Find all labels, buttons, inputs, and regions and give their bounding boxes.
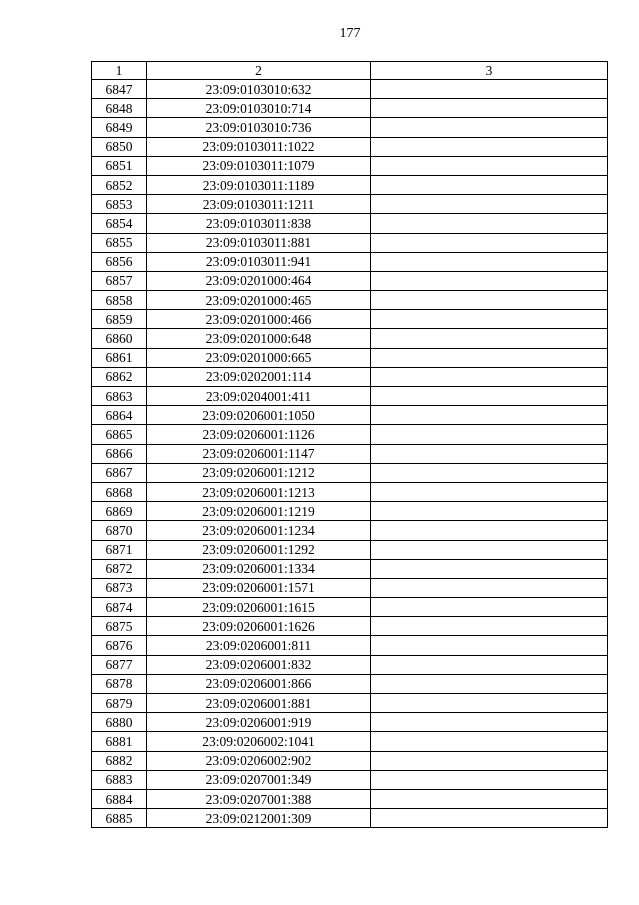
- table-row: [92, 540, 608, 559]
- note-cell: [371, 617, 608, 636]
- cadastral-table: [91, 61, 608, 828]
- note-cell: [371, 732, 608, 751]
- row-number-cell: 6853: [92, 195, 147, 214]
- column-header-3: 3: [371, 62, 608, 80]
- note-cell: [371, 387, 608, 406]
- row-number-cell: 6862: [92, 367, 147, 386]
- row-number-cell: 6852: [92, 175, 147, 194]
- note-cell: [371, 540, 608, 559]
- table-row: [92, 252, 608, 271]
- row-number-cell: 6856: [92, 252, 147, 271]
- table-row: [92, 137, 608, 156]
- table-row: [92, 348, 608, 367]
- note-cell: [371, 195, 608, 214]
- row-number-cell: 6867: [92, 463, 147, 482]
- header-row: [92, 62, 608, 80]
- note-cell: [371, 214, 608, 233]
- note-cell: [371, 655, 608, 674]
- table-row: [92, 809, 608, 828]
- row-number-cell: 6847: [92, 80, 147, 99]
- cadastral-number-cell: 23:09:0201000:466: [147, 310, 371, 329]
- cadastral-number-cell: 23:09:0206001:1571: [147, 578, 371, 597]
- table-row: [92, 425, 608, 444]
- cadastral-number-cell: 23:09:0206001:832: [147, 655, 371, 674]
- note-cell: [371, 137, 608, 156]
- table-body: [92, 80, 608, 828]
- note-cell: [371, 348, 608, 367]
- table-row: [92, 636, 608, 655]
- note-cell: [371, 521, 608, 540]
- cadastral-number-cell: 23:09:0206001:1334: [147, 559, 371, 578]
- cadastral-number-cell: 23:09:0206001:1234: [147, 521, 371, 540]
- note-cell: [371, 406, 608, 425]
- note-cell: [371, 252, 608, 271]
- row-number-cell: 6877: [92, 655, 147, 674]
- note-cell: [371, 156, 608, 175]
- table-row: [92, 271, 608, 290]
- table-row: [92, 732, 608, 751]
- note-cell: [371, 770, 608, 789]
- table-row: [92, 310, 608, 329]
- note-cell: [371, 598, 608, 617]
- cadastral-number-cell: 23:09:0103011:1022: [147, 137, 371, 156]
- row-number-cell: 6849: [92, 118, 147, 137]
- row-number-cell: 6864: [92, 406, 147, 425]
- row-number-cell: 6872: [92, 559, 147, 578]
- note-cell: [371, 367, 608, 386]
- cadastral-number-cell: 23:09:0103011:941: [147, 252, 371, 271]
- cadastral-number-cell: 23:09:0206002:1041: [147, 732, 371, 751]
- cadastral-number-cell: 23:09:0103010:632: [147, 80, 371, 99]
- cadastral-number-cell: 23:09:0206001:881: [147, 694, 371, 713]
- table-row: [92, 329, 608, 348]
- row-number-cell: 6874: [92, 598, 147, 617]
- page-number: 177: [339, 26, 361, 41]
- cadastral-number-cell: 23:09:0212001:309: [147, 809, 371, 828]
- row-number-cell: 6860: [92, 329, 147, 348]
- cadastral-number-cell: 23:09:0206001:919: [147, 713, 371, 732]
- row-number-cell: 6854: [92, 214, 147, 233]
- cadastral-number-cell: 23:09:0103010:736: [147, 118, 371, 137]
- cadastral-number-cell: 23:09:0201000:665: [147, 348, 371, 367]
- row-number-cell: 6865: [92, 425, 147, 444]
- row-number-cell: 6861: [92, 348, 147, 367]
- cadastral-number-cell: 23:09:0103011:1079: [147, 156, 371, 175]
- row-number-cell: 6882: [92, 751, 147, 770]
- note-cell: [371, 425, 608, 444]
- row-number-cell: 6859: [92, 310, 147, 329]
- table-row: [92, 559, 608, 578]
- cadastral-number-cell: 23:09:0207001:388: [147, 789, 371, 808]
- cadastral-number-cell: 23:09:0206001:811: [147, 636, 371, 655]
- row-number-cell: 6863: [92, 387, 147, 406]
- note-cell: [371, 444, 608, 463]
- row-number-cell: 6851: [92, 156, 147, 175]
- row-number-cell: 6879: [92, 694, 147, 713]
- cadastral-number-cell: 23:09:0206001:1126: [147, 425, 371, 444]
- table-row: [92, 195, 608, 214]
- note-cell: [371, 175, 608, 194]
- row-number-cell: 6876: [92, 636, 147, 655]
- note-cell: [371, 636, 608, 655]
- note-cell: [371, 482, 608, 501]
- table-row: [92, 156, 608, 175]
- column-header-2: 2: [147, 62, 371, 80]
- cadastral-number-cell: 23:09:0204001:411: [147, 387, 371, 406]
- row-number-cell: 6848: [92, 99, 147, 118]
- note-cell: [371, 118, 608, 137]
- cadastral-number-cell: 23:09:0206001:1050: [147, 406, 371, 425]
- row-number-cell: 6870: [92, 521, 147, 540]
- table-row: [92, 214, 608, 233]
- note-cell: [371, 502, 608, 521]
- row-number-cell: 6850: [92, 137, 147, 156]
- table-row: [92, 99, 608, 118]
- note-cell: [371, 809, 608, 828]
- row-number-cell: 6869: [92, 502, 147, 521]
- cadastral-number-cell: 23:09:0206001:1626: [147, 617, 371, 636]
- table-row: [92, 521, 608, 540]
- note-cell: [371, 99, 608, 118]
- note-cell: [371, 80, 608, 99]
- table-row: [92, 655, 608, 674]
- row-number-cell: 6866: [92, 444, 147, 463]
- note-cell: [371, 271, 608, 290]
- row-number-cell: 6855: [92, 233, 147, 252]
- cadastral-number-cell: 23:09:0103010:714: [147, 99, 371, 118]
- cadastral-number-cell: 23:09:0103011:881: [147, 233, 371, 252]
- row-number-cell: 6868: [92, 482, 147, 501]
- row-number-cell: 6883: [92, 770, 147, 789]
- column-header-1: 1: [92, 62, 147, 80]
- cadastral-number-cell: 23:09:0207001:349: [147, 770, 371, 789]
- note-cell: [371, 463, 608, 482]
- row-number-cell: 6885: [92, 809, 147, 828]
- table-row: [92, 463, 608, 482]
- cadastral-number-cell: 23:09:0201000:464: [147, 271, 371, 290]
- cadastral-number-cell: 23:09:0103011:1189: [147, 175, 371, 194]
- table-row: [92, 578, 608, 597]
- table-row: [92, 367, 608, 386]
- note-cell: [371, 578, 608, 597]
- table-row: [92, 444, 608, 463]
- table-row: [92, 674, 608, 693]
- row-number-cell: 6871: [92, 540, 147, 559]
- table-row: [92, 502, 608, 521]
- table-row: [92, 175, 608, 194]
- table-row: [92, 233, 608, 252]
- table-row: [92, 482, 608, 501]
- cadastral-number-cell: 23:09:0206001:1212: [147, 463, 371, 482]
- table-row: [92, 789, 608, 808]
- cadastral-number-cell: 23:09:0206001:1147: [147, 444, 371, 463]
- cadastral-number-cell: 23:09:0201000:648: [147, 329, 371, 348]
- note-cell: [371, 559, 608, 578]
- cadastral-number-cell: 23:09:0201000:465: [147, 291, 371, 310]
- row-number-cell: 6858: [92, 291, 147, 310]
- row-number-cell: 6878: [92, 674, 147, 693]
- cadastral-number-cell: 23:09:0206001:1219: [147, 502, 371, 521]
- row-number-cell: 6884: [92, 789, 147, 808]
- table-row: [92, 751, 608, 770]
- table-row: [92, 118, 608, 137]
- table-row: [92, 387, 608, 406]
- table-row: [92, 617, 608, 636]
- cadastral-number-cell: 23:09:0206002:902: [147, 751, 371, 770]
- row-number-cell: 6857: [92, 271, 147, 290]
- note-cell: [371, 233, 608, 252]
- row-number-cell: 6881: [92, 732, 147, 751]
- table-row: [92, 598, 608, 617]
- cadastral-number-cell: 23:09:0206001:1615: [147, 598, 371, 617]
- row-number-cell: 6873: [92, 578, 147, 597]
- table-row: [92, 694, 608, 713]
- cadastral-number-cell: 23:09:0103011:1211: [147, 195, 371, 214]
- row-number-cell: 6875: [92, 617, 147, 636]
- table-row: [92, 291, 608, 310]
- cadastral-number-cell: 23:09:0202001:114: [147, 367, 371, 386]
- note-cell: [371, 694, 608, 713]
- note-cell: [371, 674, 608, 693]
- note-cell: [371, 329, 608, 348]
- table-row: [92, 770, 608, 789]
- cadastral-number-cell: 23:09:0206001:866: [147, 674, 371, 693]
- row-number-cell: 6880: [92, 713, 147, 732]
- table-row: [92, 713, 608, 732]
- note-cell: [371, 310, 608, 329]
- cadastral-number-cell: 23:09:0206001:1292: [147, 540, 371, 559]
- table-row: [92, 406, 608, 425]
- note-cell: [371, 291, 608, 310]
- cadastral-number-cell: 23:09:0206001:1213: [147, 482, 371, 501]
- table-row: [92, 80, 608, 99]
- note-cell: [371, 789, 608, 808]
- note-cell: [371, 751, 608, 770]
- cadastral-number-cell: 23:09:0103011:838: [147, 214, 371, 233]
- note-cell: [371, 713, 608, 732]
